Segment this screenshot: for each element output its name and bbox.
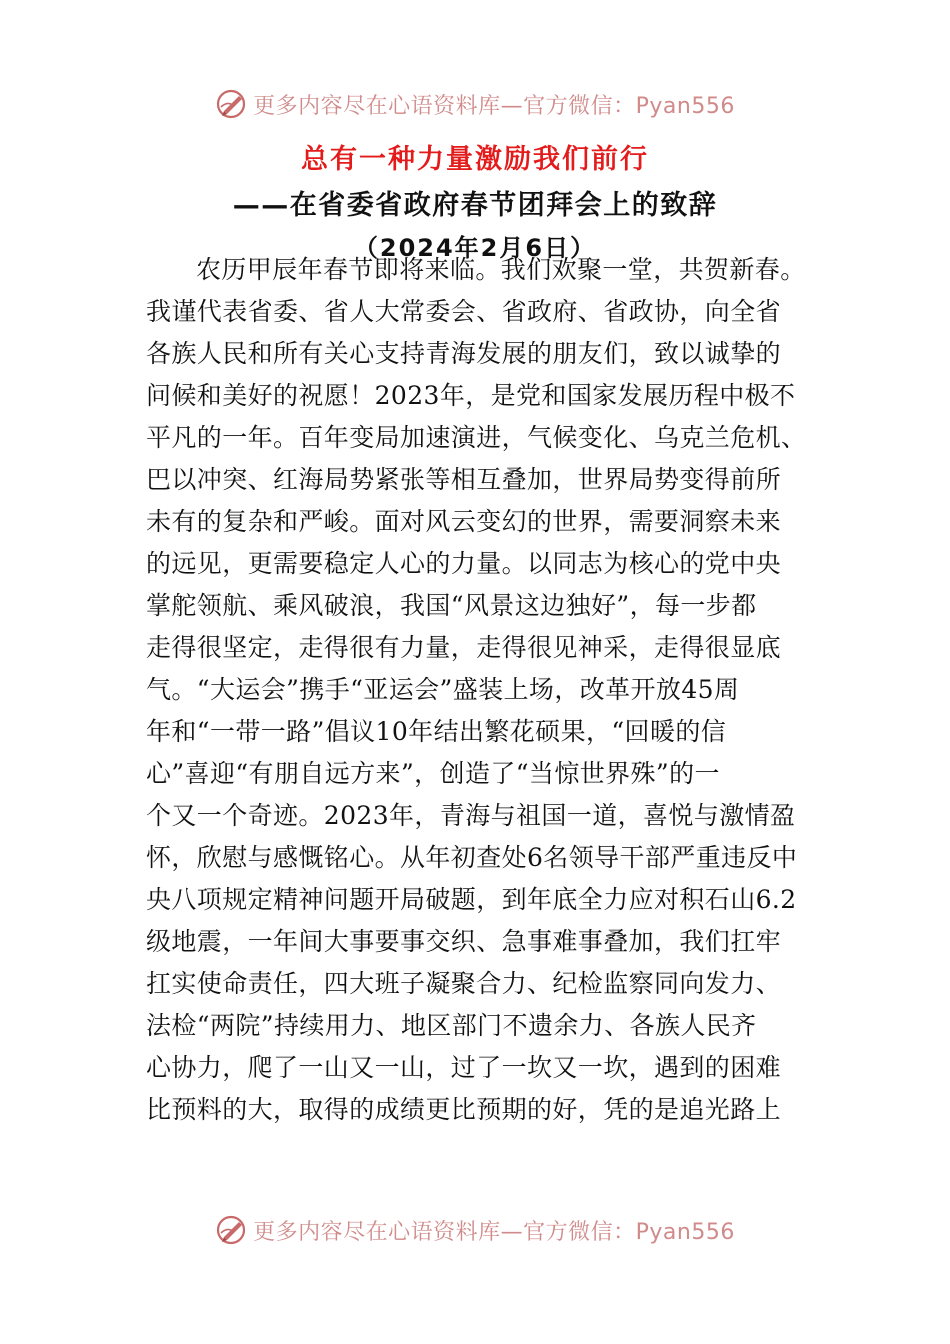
- body-line: 我谨代表省委、省人大常委会、省政府、省政协，向全省: [146, 297, 782, 326]
- body-line: 级地震，一年间大事要事交织、急事难事叠加，我们扛牢: [146, 927, 782, 956]
- body-line: 年和“一带一路”倡议10年结出繁花硕果，“回暖的信: [146, 717, 727, 746]
- body-line: 农历甲辰年春节即将来临。我们欢聚一堂，共贺新春。: [196, 255, 806, 284]
- document-title: 总有一种力量激励我们前行: [301, 144, 649, 175]
- body-line: 法检“两院”持续用力、地区部门不遗余力、各族人民齐: [146, 1011, 757, 1040]
- body-line: 央八项规定精神问题开局破题，到年底全力应对积石山6.2: [146, 885, 797, 914]
- body-line: 比预料的大，取得的成绩更比预期的好，凭的是追光路上: [146, 1095, 782, 1124]
- watermark-text: 更多内容尽在心语资料库—官方微信：Pyan556: [253, 93, 735, 119]
- body-line: 怀，欣慰与感慨铭心。从年初查处6名领导干部严重违反中: [146, 843, 798, 872]
- body-line: 巴以冲突、红海局势紧张等相互叠加，世界局势变得前所: [146, 465, 782, 494]
- body-line: 气。“大运会”携手“亚运会”盛装上场，改革开放45周: [146, 675, 740, 704]
- watermark-text: 更多内容尽在心语资料库—官方微信：Pyan556: [253, 1219, 735, 1245]
- body-line: 掌舵领航、乘风破浪，我国“风景这边独好”，每一步都: [146, 591, 757, 620]
- body-line: 平凡的一年。百年变局加速演进，气候变化、乌克兰危机、: [146, 423, 807, 452]
- document-date: （2024年2月6日）: [353, 234, 597, 262]
- document-subtitle: ——在省委省政府春节团拜会上的致辞: [232, 190, 718, 221]
- body-line: 问候和美好的祝愿！2023年，是党和国家发展历程中极不: [146, 381, 796, 410]
- body-line: 心协力，爬了一山又一山，过了一坎又一坎，遇到的困难: [146, 1053, 782, 1082]
- watermark-banner-bottom: [0, 1210, 950, 1250]
- body-line: 的远见，更需要稳定人心的力量。以同志为核心的党中央: [146, 549, 782, 578]
- pen-logo-icon: [215, 87, 249, 121]
- pen-logo-icon: [215, 1213, 249, 1247]
- document-body: [146, 249, 810, 1131]
- body-line: 个又一个奇迹。2023年，青海与祖国一道，喜悦与激情盈: [146, 801, 796, 830]
- body-line: 心”喜迎“有朋自远方来”，创造了“当惊世界殊”的一: [146, 759, 720, 788]
- body-line: 扛实使命责任，四大班子凝聚合力、纪检监察同向发力、: [146, 969, 782, 998]
- watermark-banner-top: [0, 84, 950, 124]
- body-line: 各族人民和所有关心支持青海发展的朋友们，致以诚挚的: [146, 339, 782, 368]
- body-line: 走得很坚定，走得很有力量，走得很见神采，走得很显底: [146, 633, 782, 662]
- body-line: 未有的复杂和严峻。面对风云变幻的世界，需要洞察未来: [146, 507, 782, 536]
